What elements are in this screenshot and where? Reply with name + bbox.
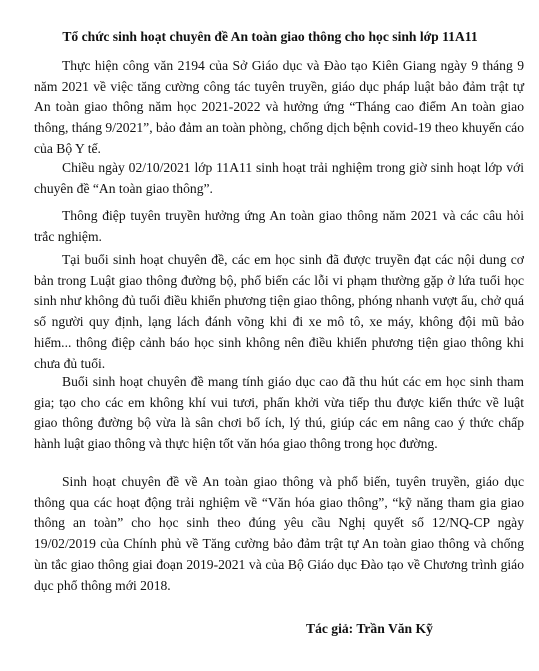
author-line: Tác giả: Trần Văn Kỹ (306, 621, 433, 636)
paragraph-5: Buổi sinh hoạt chuyên đề mang tính giáo dục cao đã thu hút các em học sinh tham gia; tạo cho các em không khí vui tươi, phấn khởi vừa tiếp thu được kiến thức về luật giao thông đường bộ vừa là sân chơi bổ ích, lý thú, giúp các em nâng cao ý thức chấp hành luật giao thông và thực hiện tốt văn hóa giao thông trong học đường. (34, 374, 524, 452)
paragraph-4: Tại buổi sinh hoạt chuyên đề, các em học sinh đã được truyền đạt các nội dung cơ bản trong Luật giao thông đường bộ, phổ biến các lỗi vi phạm thường gặp ở lứa tuổi học sinh như không đủ tuổi điều khiển phương tiện giao thông, phóng nhanh vượt ẩu, chở quá số người quy định, lạng lách đánh võng khi đi xe mô tô, xe máy, không đội mũ bảo hiểm... thông điệp cảnh báo học sinh không nên điều khiển phương tiện giao thông khi chưa đủ tuổi. (34, 252, 524, 371)
document-title: Tổ chức sinh hoạt chuyên đề An toàn giao thông cho học sinh lớp 11A11 (62, 29, 478, 44)
paragraph-6: Sinh hoạt chuyên đề về An toàn giao thông và phổ biến, tuyên truyền, giáo dục thông qua các hoạt động trải nghiệm về “Văn hóa giao thông”, “kỹ năng tham gia giao thông an toàn” cho học sinh theo đúng yêu cầu Nghị quyết số 12/NQ-CP ngày 19/02/2019 của Chính phủ về Tăng cường bảo đảm trật tự An toàn giao thông và chống ùn tắc giao thông giai đoạn 2019-2021 và của Bộ Giáo dục Đào tạo về Chương trình giáo dục phổ thông mới 2018. (34, 474, 524, 593)
paragraph-1: Thực hiện công văn 2194 của Sở Giáo dục và Đào tạo Kiên Giang ngày 9 tháng 9 năm 2021 về việc tăng cường công tác tuyên truyền, giáo dục pháp luật bảo đảm trật tự An toàn giao thông năm học 2021-2022 và hưởng ứng “Tháng cao điểm An toàn giao thông, tháng 9/2021”, bảo đảm an toàn phòng, chống dịch bệnh covid-19 theo khuyến cáo của Bộ Y tế. (34, 58, 524, 156)
paragraph-3: Thông điệp tuyên truyền hưởng ứng An toàn giao thông năm 2021 và các câu hỏi trắc nghiệm. (34, 208, 524, 244)
paragraph-2: Chiều ngày 02/10/2021 lớp 11A11 sinh hoạt trải nghiệm trong giờ sinh hoạt lớp với chuyên đề “An toàn giao thông”. (34, 160, 524, 196)
